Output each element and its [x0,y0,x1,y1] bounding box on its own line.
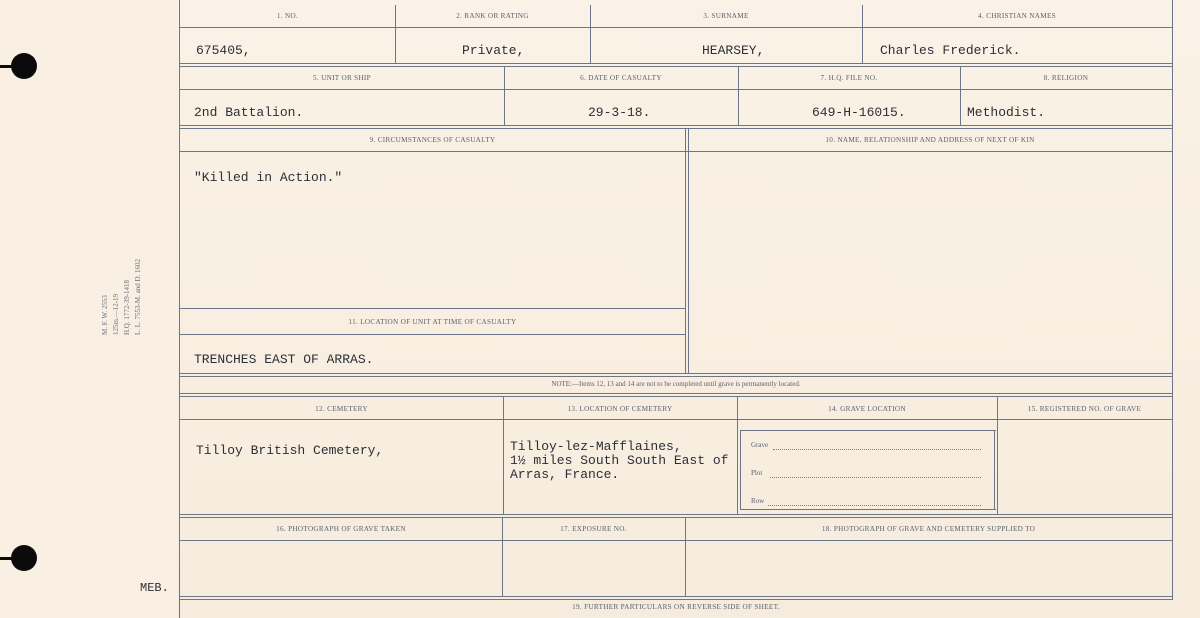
value-christian-names: Charles Frederick. [880,43,1021,58]
punch-hole-top [11,53,37,79]
header-rank: 2. RANK OR RATING [456,12,529,20]
header-surname: 3. SURNAME [703,12,749,20]
label-grave: Grave [751,441,769,449]
value-unit: 2nd Battalion. [194,105,304,120]
header-photo-taken: 16. PHOTOGRAPH OF GRAVE TAKEN [276,525,406,533]
header-grave-location: 14. GRAVE LOCATION [828,405,906,413]
value-location-unit: TRENCHES EAST OF ARRAS. [194,352,374,367]
value-location-cemetery-2: 1½ miles South South East of [510,453,729,468]
header-photo-supplied: 18. PHOTOGRAPH OF GRAVE AND CEMETERY SUPPLIED TO [821,525,1036,533]
header-religion: 8. RELIGION [1043,74,1089,82]
value-location-cemetery-3: Arras, France. [510,467,620,482]
header-hq-file: 7. H.Q. FILE NO. [820,74,878,82]
header-exposure: 17. EXPOSURE NO. [560,525,627,533]
value-hq-file: 649-H-16015. [812,105,906,120]
form-code: M. F. W. 2553 125m.—12-19 H.Q. 1772-39-1418 L. L. 7553-M. and D. 1602 [101,258,142,335]
value-circumstances: "Killed in Action." [194,170,343,185]
value-no: 675405, [196,43,251,58]
value-date: 29-3-18. [588,105,651,120]
note: NOTE:—Items 12, 13 and 14 are not to be completed until grave is permanently located. [551,380,801,388]
header-location-unit: 11. LOCATION OF UNIT AT TIME OF CASUALTY [348,318,517,326]
header-date: 6. DATE OF CASUALTY [580,74,662,82]
punch-hole-bottom [11,545,37,571]
header-circumstances: 9. CIRCUMSTANCES OF CASUALTY [369,136,496,144]
header-cemetery: 12. CEMETERY [315,405,368,413]
clerk-initials: MEB. [140,581,169,595]
header-further: 19. FURTHER PARTICULARS ON REVERSE SIDE OF SHEET. [572,603,780,611]
value-surname: HEARSEY, [702,43,765,58]
header-unit: 5. UNIT OR SHIP [313,74,371,82]
value-cemetery: Tilloy British Cemetery, [196,443,384,458]
value-rank: Private, [462,43,525,58]
left-margin [0,0,178,618]
value-location-cemetery-1: Tilloy-lez-Mafflaines, [510,439,682,454]
header-next-of-kin: 10. NAME, RELATIONSHIP AND ADDRESS OF NEXT OF KIN [825,136,1035,144]
header-no: 1. NO. [276,12,299,20]
header-location-cemetery: 13. LOCATION OF CEMETERY [567,405,673,413]
header-christian-names: 4. CHRISTIAN NAMES [978,12,1056,20]
value-religion: Methodist. [967,105,1046,120]
label-row: Row [751,497,765,505]
header-registered-no: 15. REGISTERED NO. OF GRAVE [1027,405,1142,413]
label-plot: Plot [751,469,763,477]
